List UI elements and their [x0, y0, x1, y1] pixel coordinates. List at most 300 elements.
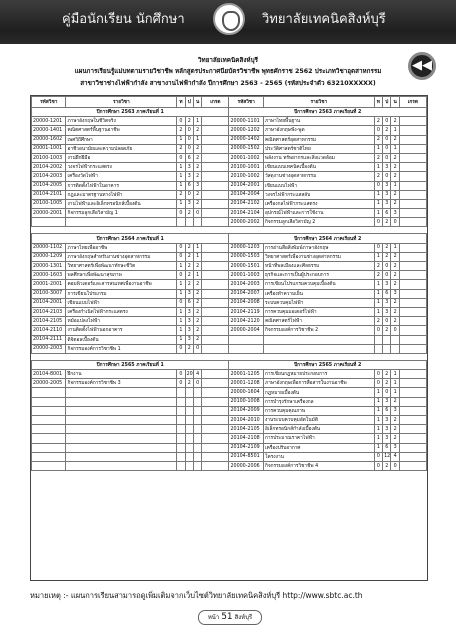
- practice-hours-cell: 2: [383, 243, 391, 252]
- credit-cell: 4: [391, 452, 399, 461]
- theory-hours-cell: 0: [177, 117, 185, 126]
- grade-cell: [399, 397, 426, 406]
- practice-hours-cell: 2: [185, 271, 193, 280]
- grade-cell: [399, 181, 426, 190]
- header-left-text: คู่มือนักเรียน นักศึกษา: [62, 12, 185, 27]
- course-code-cell: 20000-1604: [229, 388, 263, 397]
- theory-hours-cell: 0: [177, 344, 185, 353]
- grade-cell: [202, 406, 229, 415]
- table-row: [32, 335, 427, 344]
- theory-hours-cell: 1: [177, 172, 185, 181]
- credit-cell: 2: [391, 153, 399, 162]
- course-name-cell: ภาษาอังกฤษสำหรับงานช่างอุตสาหกรรม: [66, 252, 177, 261]
- course-code-cell: [32, 388, 66, 397]
- grade-cell: [399, 199, 426, 208]
- credit-cell: 1: [391, 370, 399, 379]
- grade-cell: [202, 218, 229, 227]
- course-code-cell: 20000-1102: [32, 243, 66, 252]
- course-name-cell: [66, 434, 177, 443]
- grade-cell: [202, 262, 229, 271]
- section-gap: [32, 227, 427, 234]
- practice-hours-cell: 0: [383, 262, 391, 271]
- course-name-cell: ธุรกิจและการเป็นผู้ประกอบการ: [263, 271, 374, 280]
- course-code-cell: 20104-8001: [32, 370, 66, 379]
- grade-cell: [399, 280, 426, 289]
- column-header: เกรด: [202, 97, 229, 108]
- credit-cell: 2: [391, 117, 399, 126]
- practice-hours-cell: 0: [185, 126, 193, 135]
- course-code-cell: [32, 416, 66, 425]
- practice-hours-cell: 3: [383, 280, 391, 289]
- table-row: [32, 209, 427, 218]
- theory-hours-cell: [177, 218, 185, 227]
- grade-cell: [202, 126, 229, 135]
- course-name-cell: กิจกรรมลูกเสือวิสามัญ 2: [263, 218, 374, 227]
- practice-hours-cell: 0: [185, 144, 193, 153]
- table-row: [32, 153, 427, 162]
- course-name-cell: คณิตศาสตร์อุตสาหกรรม: [263, 135, 374, 144]
- practice-hours-cell: 3: [383, 397, 391, 406]
- practice-hours-cell: 0: [383, 153, 391, 162]
- course-code-cell: 20104-2002: [32, 163, 66, 172]
- grade-cell: [202, 163, 229, 172]
- credit-cell: 1: [391, 243, 399, 252]
- theory-hours-cell: 0: [374, 452, 382, 461]
- course-name-cell: กิจกรรมองค์การวิชาชีพ 2: [263, 326, 374, 335]
- course-name-cell: กิจกรรมองค์การวิชาชีพ 4: [263, 461, 374, 470]
- theory-hours-cell: [177, 388, 185, 397]
- grade-cell: [202, 344, 229, 353]
- theory-hours-cell: 1: [374, 280, 382, 289]
- theory-hours-cell: 1: [177, 163, 185, 172]
- course-name-cell: การเขียนโปรแกรมควบคุมเบื้องต้น: [263, 280, 374, 289]
- course-code-cell: 20001-1205: [229, 370, 263, 379]
- grade-cell: [399, 406, 426, 415]
- semester-header-row: [32, 234, 427, 243]
- course-code-cell: 20000-2004: [229, 326, 263, 335]
- course-code-cell: 20104-2009: [229, 406, 263, 415]
- theory-hours-cell: 2: [374, 172, 382, 181]
- theory-hours-cell: 0: [374, 181, 382, 190]
- course-code-cell: 20000-1503: [229, 252, 263, 261]
- course-name-cell: พลังงาน ทรัพยากรและสิ่งแวดล้อม: [263, 153, 374, 162]
- theory-hours-cell: 0: [177, 209, 185, 218]
- column-header: น: [391, 97, 399, 108]
- credit-cell: [193, 461, 201, 470]
- grade-cell: [202, 452, 229, 461]
- practice-hours-cell: 2: [383, 370, 391, 379]
- credit-cell: 4: [193, 370, 201, 379]
- practice-hours-cell: 3: [383, 434, 391, 443]
- course-code-cell: 20104-2104: [229, 209, 263, 218]
- course-name-cell: การอ่านสื่อสิ่งพิมพ์ภาษาอังกฤษ: [263, 243, 374, 252]
- table-row: [32, 317, 427, 326]
- course-name-cell: ระบบควบคุมไฟฟ้า: [263, 298, 374, 307]
- practice-hours-cell: 3: [383, 307, 391, 316]
- credit-cell: 2: [193, 289, 201, 298]
- credit-cell: 2: [193, 153, 201, 162]
- credit-cell: 1: [193, 271, 201, 280]
- credit-cell: 0: [391, 218, 399, 227]
- table-body: [32, 108, 427, 471]
- theory-hours-cell: 1: [374, 443, 382, 452]
- grade-cell: [399, 218, 426, 227]
- credit-cell: 1: [193, 117, 201, 126]
- grade-cell: [399, 434, 426, 443]
- credit-cell: [193, 218, 201, 227]
- study-plan-table-wrap: [30, 95, 428, 581]
- grade-cell: [202, 388, 229, 397]
- theory-hours-cell: 1: [374, 289, 382, 298]
- theory-hours-cell: 1: [374, 252, 382, 261]
- course-code-cell: 20104-2005: [32, 181, 66, 190]
- practice-hours-cell: 2: [383, 252, 391, 261]
- column-header: รหัสวิชา: [32, 97, 66, 108]
- theory-hours-cell: 2: [177, 144, 185, 153]
- course-name-cell: การควบคุมคุณภาพ: [263, 406, 374, 415]
- practice-hours-cell: 0: [383, 144, 391, 153]
- course-name-cell: [66, 397, 177, 406]
- credit-cell: 2: [391, 252, 399, 261]
- course-name-cell: วงจรไฟฟ้ากระแสตรง: [66, 163, 177, 172]
- course-code-cell: 20104-8501: [229, 452, 263, 461]
- credit-cell: 1: [193, 252, 201, 261]
- grade-cell: [399, 307, 426, 316]
- table-row: [32, 144, 427, 153]
- grade-cell: [202, 298, 229, 307]
- credit-cell: 2: [193, 298, 201, 307]
- course-code-cell: 20104-2101: [32, 190, 66, 199]
- course-name-cell: วิทยาศาสตร์เพื่องานช่างอุตสาหกรรม: [263, 252, 374, 261]
- credit-cell: 2: [391, 135, 399, 144]
- column-header: รายวิชา: [263, 97, 374, 108]
- course-code-cell: 20104-2110: [32, 326, 66, 335]
- table-row: [32, 271, 427, 280]
- credit-cell: 2: [193, 126, 201, 135]
- theory-hours-cell: 1: [177, 181, 185, 190]
- practice-hours-cell: 2: [383, 326, 391, 335]
- course-name-cell: โครงงาน: [263, 452, 374, 461]
- doc-subtitle: แผนการเรียนรู้แม่บทตามรายวิชาชีพ หลักสูตรประกาศนียบัตรวิชาชีพ พุทธศักราช 2562 ประเภทวิชาอุตสาหกรรม: [74, 68, 382, 75]
- credit-cell: 1: [391, 388, 399, 397]
- column-header: รหัสวิชา: [229, 97, 263, 108]
- course-code-cell: [229, 344, 263, 353]
- grade-cell: [202, 370, 229, 379]
- theory-hours-cell: 1: [177, 317, 185, 326]
- credit-cell: 2: [391, 262, 399, 271]
- practice-hours-cell: [185, 406, 193, 415]
- semester-title: ปีการศึกษา 2564 ภาคเรียนที่ 1: [32, 234, 229, 243]
- table-row: [32, 252, 427, 261]
- course-code-cell: 20000-1401: [32, 126, 66, 135]
- grade-cell: [202, 326, 229, 335]
- course-name-cell: พลศึกษาเพื่อพัฒนาสุขภาพ: [66, 271, 177, 280]
- course-code-cell: [32, 406, 66, 415]
- credit-cell: [193, 452, 201, 461]
- course-name-cell: [66, 416, 177, 425]
- practice-hours-cell: 2: [185, 379, 193, 388]
- course-name-cell: กิจกรรมองค์การวิชาชีพ 1: [66, 344, 177, 353]
- table-row: [32, 443, 427, 452]
- semester-header-row: [32, 108, 427, 117]
- credit-cell: 1: [391, 181, 399, 190]
- practice-hours-cell: 2: [185, 262, 193, 271]
- practice-hours-cell: 3: [383, 163, 391, 172]
- table-row: [32, 434, 427, 443]
- credit-cell: 0: [193, 379, 201, 388]
- theory-hours-cell: 0: [374, 461, 382, 470]
- credit-cell: [193, 434, 201, 443]
- credit-cell: 2: [193, 262, 201, 271]
- course-code-cell: [32, 218, 66, 227]
- page-header: [0, 0, 456, 44]
- semester-title: ปีการศึกษา 2564 ภาคเรียนที่ 2: [229, 234, 427, 243]
- practice-hours-cell: [185, 443, 193, 452]
- study-plan-table: [31, 96, 427, 471]
- grade-cell: [202, 199, 229, 208]
- course-code-cell: 20104-2109: [229, 443, 263, 452]
- course-code-cell: 20000-1502: [229, 144, 263, 153]
- credit-cell: 2: [193, 307, 201, 316]
- course-name-cell: การประมาณราคาไฟฟ้า: [263, 434, 374, 443]
- course-name-cell: กิจกรรมลูกเสือวิสามัญ 1: [66, 209, 177, 218]
- course-code-cell: 20104-2111: [32, 335, 66, 344]
- course-code-cell: 20000-2005: [32, 379, 66, 388]
- table-row: [32, 406, 427, 415]
- course-name-cell: คณิตศาสตร์ไฟฟ้า: [263, 317, 374, 326]
- course-code-cell: 20104-2001: [32, 298, 66, 307]
- course-code-cell: 20000-1101: [229, 117, 263, 126]
- credit-cell: 3: [391, 406, 399, 415]
- page-suffix: สิงห์บุรี: [234, 614, 253, 621]
- theory-hours-cell: 1: [374, 406, 382, 415]
- grade-cell: [399, 252, 426, 261]
- table-header-row: [32, 97, 427, 108]
- practice-hours-cell: 2: [383, 379, 391, 388]
- course-name-cell: เขียนแบบไฟฟ้า: [66, 298, 177, 307]
- course-code-cell: 20001-1002: [229, 153, 263, 162]
- table-row: [32, 280, 427, 289]
- back-arrow-icon[interactable]: ◀◀: [408, 52, 436, 80]
- course-code-cell: 20000-2006: [229, 461, 263, 470]
- column-header: ป: [383, 97, 391, 108]
- practice-hours-cell: [185, 461, 193, 470]
- credit-cell: [193, 406, 201, 415]
- practice-hours-cell: 3: [185, 317, 193, 326]
- grade-cell: [202, 397, 229, 406]
- credit-cell: 2: [391, 317, 399, 326]
- credit-cell: [193, 397, 201, 406]
- table-row: [32, 388, 427, 397]
- course-code-cell: 20104-2008: [229, 298, 263, 307]
- theory-hours-cell: [177, 416, 185, 425]
- credit-cell: 2: [391, 163, 399, 172]
- table-row: [32, 190, 427, 199]
- practice-hours-cell: 3: [383, 298, 391, 307]
- theory-hours-cell: 1: [177, 289, 185, 298]
- theory-hours-cell: 1: [374, 425, 382, 434]
- practice-hours-cell: [185, 218, 193, 227]
- page-label: หน้า: [207, 614, 220, 621]
- course-name-cell: เขียนแบบไฟฟ้า: [263, 181, 374, 190]
- column-header: เกรด: [399, 97, 426, 108]
- practice-hours-cell: 3: [383, 416, 391, 425]
- grade-cell: [399, 452, 426, 461]
- theory-hours-cell: 1: [374, 209, 382, 218]
- course-name-cell: เครื่องปรับอากาศ: [263, 443, 374, 452]
- course-code-cell: 20001-1001: [32, 144, 66, 153]
- credit-cell: 2: [391, 416, 399, 425]
- course-code-cell: 20000-1501: [229, 262, 263, 271]
- grade-cell: [399, 461, 426, 470]
- practice-hours-cell: 20: [185, 370, 193, 379]
- semester-header-row: [32, 360, 427, 369]
- practice-hours-cell: 0: [185, 135, 193, 144]
- course-name-cell: อิเล็กทรอนิกส์กำลังเบื้องต้น: [263, 425, 374, 434]
- credit-cell: [193, 388, 201, 397]
- grade-cell: [399, 289, 426, 298]
- section-gap: [32, 353, 427, 360]
- practice-hours-cell: 3: [185, 199, 193, 208]
- theory-hours-cell: 1: [374, 190, 382, 199]
- course-code-cell: [32, 452, 66, 461]
- practice-hours-cell: 0: [383, 135, 391, 144]
- table-row: [32, 218, 427, 227]
- column-header: ป: [185, 97, 193, 108]
- theory-hours-cell: 1: [374, 397, 382, 406]
- credit-cell: 2: [391, 172, 399, 181]
- practice-hours-cell: 2: [185, 209, 193, 218]
- course-name-cell: งานติดตั้งไฟฟ้านอกอาคาร: [66, 326, 177, 335]
- theory-hours-cell: [177, 452, 185, 461]
- course-code-cell: 20000-1201: [32, 117, 66, 126]
- grade-cell: [399, 153, 426, 162]
- practice-hours-cell: 3: [383, 190, 391, 199]
- grade-cell: [202, 379, 229, 388]
- course-code-cell: 20104-2119: [229, 307, 263, 316]
- course-code-cell: 20104-2105: [32, 317, 66, 326]
- semester-title: ปีการศึกษา 2565 ภาคเรียนที่ 1: [32, 360, 229, 369]
- theory-hours-cell: 1: [374, 307, 382, 316]
- practice-hours-cell: 0: [383, 117, 391, 126]
- theory-hours-cell: 0: [177, 370, 185, 379]
- course-code-cell: 20104-2105: [229, 425, 263, 434]
- practice-hours-cell: 3: [185, 326, 193, 335]
- practice-hours-cell: 3: [185, 335, 193, 344]
- course-name-cell: งานระบบควบคุมอัตโนมัติ: [263, 416, 374, 425]
- doc-program: สาขาวิชาช่างไฟฟ้ากำลัง สาขางานไฟฟ้ากำลัง ปีการศึกษา 2563 - 2565 (รหัสประจำตัว 63210XXXXX): [80, 80, 376, 87]
- page-number: 51: [221, 612, 233, 622]
- theory-hours-cell: 1: [177, 199, 185, 208]
- theory-hours-cell: 1: [374, 163, 382, 172]
- course-name-cell: หน้าที่พลเมืองและศีลธรรม: [263, 262, 374, 271]
- course-name-cell: วัสดุงานช่างอุตสาหกรรม: [263, 172, 374, 181]
- table-row: [32, 307, 427, 316]
- practice-hours-cell: 0: [383, 172, 391, 181]
- course-name-cell: ภาษาอังกฤษในชีวิตจริง: [66, 117, 177, 126]
- grade-cell: [399, 135, 426, 144]
- grade-cell: [399, 416, 426, 425]
- footer-note: หมายเหตุ :- แผนการเรียนสามารถดูเพิ่มเติมจากเว็บไซต์วิทยาลัยเทคนิคสิงห์บุรี http://www.sbtc.ac.th: [30, 591, 363, 600]
- theory-hours-cell: [177, 425, 185, 434]
- course-name-cell: [66, 425, 177, 434]
- theory-hours-cell: 0: [177, 379, 185, 388]
- credit-cell: 2: [193, 190, 201, 199]
- semester-title: ปีการศึกษา 2563 ภาคเรียนที่ 2: [229, 108, 427, 117]
- credit-cell: 0: [391, 461, 399, 470]
- college-seal-icon: [213, 3, 245, 35]
- theory-hours-cell: 0: [177, 153, 185, 162]
- credit-cell: 2: [193, 199, 201, 208]
- practice-hours-cell: 6: [383, 406, 391, 415]
- course-code-cell: 20104-2102: [229, 199, 263, 208]
- grade-cell: [202, 153, 229, 162]
- course-name-cell: ดิจิตอลเบื้องต้น: [66, 335, 177, 344]
- credit-cell: 2: [391, 271, 399, 280]
- course-code-cell: [32, 397, 66, 406]
- table-row: [32, 379, 427, 388]
- theory-hours-cell: 1: [177, 135, 185, 144]
- course-code-cell: 20100-1003: [32, 153, 66, 162]
- credit-cell: 2: [193, 335, 201, 344]
- practice-hours-cell: 0: [185, 190, 193, 199]
- grade-cell: [399, 317, 426, 326]
- grade-cell: [399, 335, 426, 344]
- table-row: [32, 326, 427, 335]
- course-name-cell: คณิตศาสตร์พื้นฐานอาชีพ: [66, 126, 177, 135]
- theory-hours-cell: 2: [374, 117, 382, 126]
- practice-hours-cell: 3: [185, 172, 193, 181]
- course-name-cell: การเขียนกฎหมายประกอบการ: [263, 370, 374, 379]
- course-name-cell: เครื่องทำความเย็น: [263, 289, 374, 298]
- credit-cell: 2: [193, 317, 201, 326]
- course-name-cell: ภาษาอังกฤษเพื่อการสื่อสารในงานอาชีพ: [263, 379, 374, 388]
- course-name-cell: เพศวิถีศึกษา: [66, 135, 177, 144]
- course-code-cell: 20000-1301: [32, 262, 66, 271]
- theory-hours-cell: 0: [374, 370, 382, 379]
- course-code-cell: 20100-3007: [32, 289, 66, 298]
- grade-cell: [202, 271, 229, 280]
- grade-cell: [399, 370, 426, 379]
- credit-cell: 1: [193, 243, 201, 252]
- column-header: ท: [374, 97, 382, 108]
- course-code-cell: [229, 335, 263, 344]
- table-row: [32, 298, 427, 307]
- course-name-cell: [263, 335, 374, 344]
- practice-hours-cell: 6: [383, 289, 391, 298]
- credit-cell: 0: [391, 326, 399, 335]
- practice-hours-cell: 3: [185, 163, 193, 172]
- practice-hours-cell: 3: [185, 307, 193, 316]
- course-code-cell: 20000-1402: [229, 135, 263, 144]
- course-name-cell: ภาษาไทยเพื่ออาชีพ: [66, 243, 177, 252]
- column-header: รายวิชา: [66, 97, 177, 108]
- course-name-cell: วิทยาศาสตร์เพื่อพัฒนาทักษะชีวิต: [66, 262, 177, 271]
- table-row: [32, 425, 427, 434]
- credit-cell: 3: [391, 209, 399, 218]
- credit-cell: 2: [193, 144, 201, 153]
- grade-cell: [399, 163, 426, 172]
- practice-hours-cell: 6: [383, 443, 391, 452]
- theory-hours-cell: 0: [374, 126, 382, 135]
- table-row: [32, 397, 427, 406]
- table-row: [32, 370, 427, 379]
- course-code-cell: 20100-1001: [229, 163, 263, 172]
- page-number-badge: [198, 610, 262, 625]
- course-code-cell: 20100-1002: [229, 172, 263, 181]
- grade-cell: [202, 172, 229, 181]
- grade-cell: [202, 144, 229, 153]
